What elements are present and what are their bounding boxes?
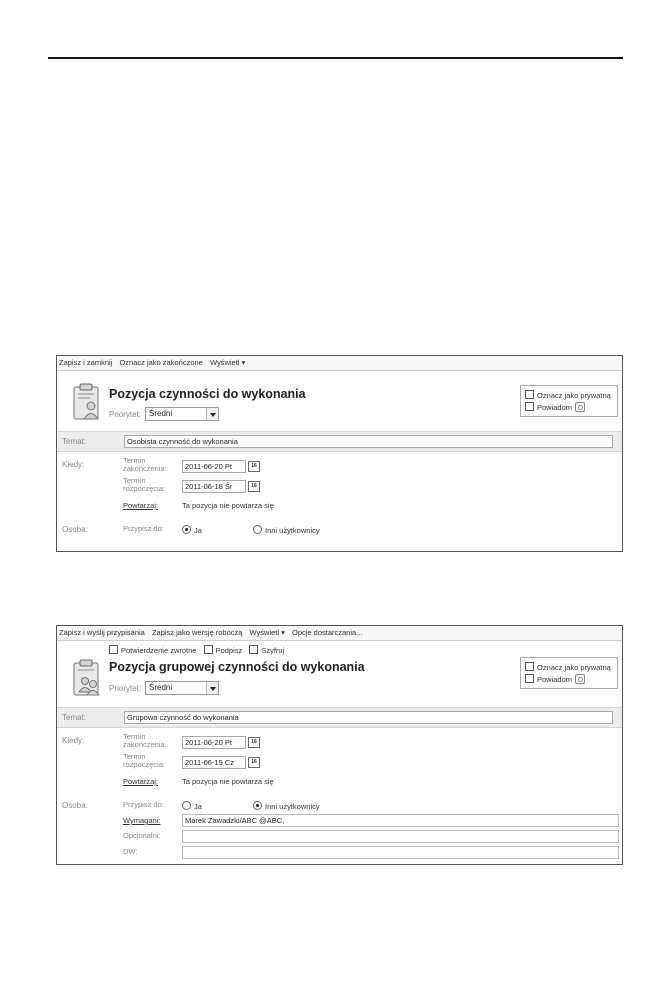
assign-to-label: Przypisz do:: [123, 800, 164, 809]
assign-others-label: Inni użytkownicy: [265, 802, 320, 811]
notify-checkbox[interactable]: [525, 402, 585, 412]
toolbar: [57, 626, 622, 641]
form-title: Pozycja czynności do wykonania: [109, 387, 306, 401]
checkbox-icon: [525, 402, 534, 411]
sign-checkbox[interactable]: [204, 646, 243, 655]
clipboard-person-icon: [71, 383, 103, 421]
notify-label: Powiadom: [537, 403, 573, 412]
assign-others-radio[interactable]: [253, 801, 320, 811]
alarm-clock-icon: [575, 402, 585, 412]
priority-value: Średni: [149, 409, 173, 418]
radio-icon: [253, 525, 262, 534]
page-header-rule: [48, 57, 623, 59]
calendar-icon[interactable]: 16: [248, 737, 260, 748]
notify-label: Powiadom: [537, 675, 573, 684]
view-menu[interactable]: Wyświetl ▾: [209, 358, 246, 367]
priority-label: Priorytet:: [109, 410, 142, 419]
start-date-label: Termin rozpoczęcia:: [123, 476, 166, 493]
assign-me-radio[interactable]: [182, 525, 202, 535]
repeat-link[interactable]: Powtarzaj:: [123, 777, 159, 786]
radio-selected-icon: [182, 525, 191, 534]
radio-selected-icon: [253, 801, 262, 810]
subject-label: Temat:: [62, 713, 87, 722]
calendar-icon[interactable]: 16: [248, 481, 260, 492]
mark-private-checkbox[interactable]: [525, 390, 611, 400]
subject-label: Temat:: [62, 437, 87, 446]
due-date-input[interactable]: 2011-06-20 Pt: [182, 736, 246, 749]
return-receipt-label: Potwierdzenie zwrotne: [121, 646, 197, 655]
person-label: Osoba:: [62, 525, 88, 534]
message-options-row: [109, 645, 289, 655]
priority-value: Średni: [149, 683, 173, 692]
options-panel: [520, 657, 618, 689]
checkbox-icon: [204, 645, 213, 654]
view-menu[interactable]: Wyświetl ▾: [249, 628, 285, 637]
repeat-status: Ta pozycja nie powtarza się: [182, 501, 274, 510]
chevron-down-icon: [206, 682, 218, 694]
assign-me-label: Ja: [194, 526, 202, 535]
save-and-send-button[interactable]: Zapisz i wyślij przypisania: [59, 628, 145, 637]
checkbox-icon: [525, 390, 534, 399]
form-header: [57, 371, 622, 431]
mark-private-label: Oznacz jako prywatną: [537, 391, 611, 400]
repeat-link[interactable]: Powtarzaj:: [123, 501, 159, 510]
due-date-input[interactable]: 2011-06-20 Pt: [182, 460, 246, 473]
due-date-label: Termin zakończenia:: [123, 456, 167, 473]
when-label: Kiedy:: [62, 736, 85, 745]
optional-recipients-input[interactable]: [182, 830, 619, 843]
due-date-label: Termin zakończenia:: [123, 732, 167, 749]
start-date-input[interactable]: 2011-06-18 Śr: [182, 480, 246, 493]
subject-row: [57, 707, 622, 728]
subject-row: [57, 431, 622, 452]
sign-label: Podpisz: [215, 646, 243, 655]
encrypt-label: Szyfruj: [261, 646, 285, 655]
person-label: Osoba:: [62, 801, 88, 810]
form-title: Pozycja grupowej czynności do wykonania: [109, 660, 365, 674]
calendar-icon[interactable]: 16: [248, 461, 260, 472]
checkbox-icon: [525, 674, 534, 683]
assign-to-label: Przypisz do:: [123, 524, 164, 533]
delivery-options-button[interactable]: Opcje dostarczania...: [291, 628, 363, 637]
toolbar: [57, 356, 622, 371]
chevron-down-icon: [206, 408, 218, 420]
return-receipt-checkbox[interactable]: [109, 646, 196, 655]
subject-input[interactable]: Osobista czynność do wykonania: [124, 435, 613, 448]
options-panel: [520, 385, 618, 417]
priority-select[interactable]: [145, 681, 219, 695]
required-link[interactable]: Wymagani:: [123, 816, 161, 825]
form-header: [57, 641, 622, 707]
calendar-icon[interactable]: 16: [248, 757, 260, 768]
priority-select[interactable]: [145, 407, 219, 421]
optional-label: Opcjonalni:: [123, 831, 161, 840]
save-draft-button[interactable]: Zapisz jako wersję roboczą: [151, 628, 243, 637]
assign-me-label: Ja: [194, 802, 202, 811]
alarm-clock-icon: [575, 674, 585, 684]
save-and-close-button[interactable]: Zapisz i zamknij: [59, 358, 113, 367]
mark-private-label: Oznacz jako prywatną: [537, 663, 611, 672]
mark-completed-button[interactable]: Oznacz jako zakończone: [119, 358, 203, 367]
clipboard-group-icon: [71, 659, 103, 697]
bcc-label: DW:: [123, 847, 138, 856]
required-recipients-input[interactable]: Marek Zawadzki/ABC @ABC,: [182, 814, 619, 827]
repeat-status: Ta pozycja nie powtarza się: [182, 777, 274, 786]
subject-input[interactable]: Grupowa czynność do wykonania: [124, 711, 613, 724]
notify-checkbox[interactable]: [525, 674, 585, 684]
start-date-label: Termin rozpoczęcia:: [123, 752, 166, 769]
assign-me-radio[interactable]: [182, 801, 202, 811]
radio-icon: [182, 801, 191, 810]
todo-form-personal: [56, 355, 623, 552]
mark-private-checkbox[interactable]: [525, 662, 611, 672]
assign-others-radio[interactable]: [253, 525, 320, 535]
encrypt-checkbox[interactable]: [249, 646, 284, 655]
checkbox-icon: [249, 645, 258, 654]
bcc-recipients-input[interactable]: [182, 846, 619, 859]
when-label: Kiedy:: [62, 460, 85, 469]
checkbox-icon: [109, 645, 118, 654]
checkbox-icon: [525, 662, 534, 671]
todo-form-group: [56, 625, 623, 865]
assign-others-label: Inni użytkownicy: [265, 526, 320, 535]
priority-label: Priorytet:: [109, 684, 142, 693]
start-date-input[interactable]: 2011-06-19 Cz: [182, 756, 246, 769]
